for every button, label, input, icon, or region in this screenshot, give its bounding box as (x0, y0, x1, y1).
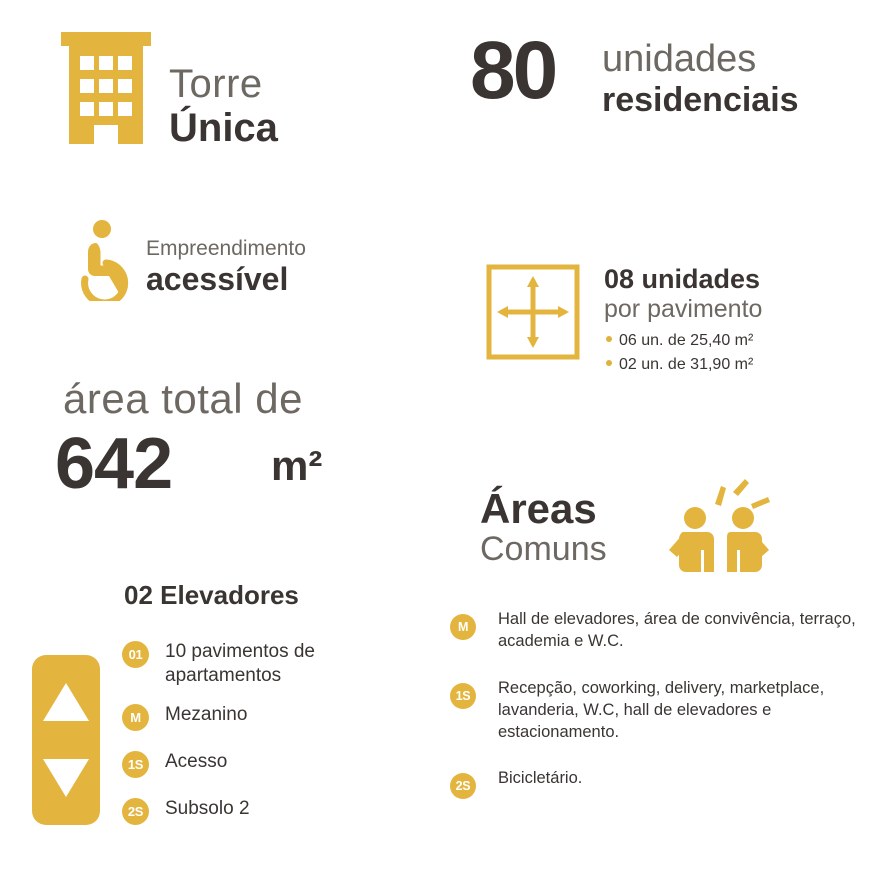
badge-01-icon (122, 641, 149, 668)
list-item-text: Subsolo 2 (165, 798, 250, 819)
torre-line2: Única (169, 106, 278, 150)
badge-label: M (450, 614, 476, 640)
list-item (450, 767, 870, 794)
acessivel-block (72, 215, 412, 325)
list-item-text: Mezanino (165, 704, 248, 725)
badge-1s-icon (122, 751, 149, 778)
badge-m-icon (122, 704, 149, 731)
list-item (122, 640, 432, 688)
acessivel-line2: acessível (146, 261, 289, 297)
torre-line1: Torre (169, 62, 263, 106)
areas-comuns-title: Áreas (480, 485, 597, 532)
area-total-label: área total de (63, 375, 304, 422)
area-arrows-icon (486, 264, 580, 365)
unidades-word: unidades (602, 38, 757, 80)
elevator-icon (32, 655, 100, 830)
badge-label: 2S (450, 773, 476, 799)
areas-comuns-heading (470, 480, 870, 570)
badge-label: 01 (122, 641, 149, 668)
unidades-por-pavimento-block (486, 258, 866, 388)
bullet-dot-icon (606, 336, 612, 342)
list-item (122, 750, 227, 774)
bullet-dot-icon (606, 360, 612, 366)
pavimento-item (606, 356, 753, 374)
badge-2s-icon (122, 798, 149, 825)
badge-label: 1S (122, 751, 149, 778)
badge-label: 2S (122, 798, 149, 825)
pavimento-title: 08 unidades (604, 264, 761, 294)
areas-comuns-subtitle: Comuns (480, 530, 607, 568)
pavimento-item (606, 332, 753, 350)
badge-m-icon (450, 614, 476, 640)
areas-comuns-list (450, 608, 870, 814)
list-item-text: Hall de elevadores, área de convivência, terraço, academia e W.C. (498, 610, 856, 651)
list-item (450, 677, 870, 744)
people-celebrating-icon (655, 474, 785, 579)
elevadores-title: 02 Elevadores (124, 580, 299, 610)
unidades-count: 80 (470, 25, 556, 116)
badge-label: 1S (450, 683, 476, 709)
list-item-text: 10 pavimentos de apartamentos (165, 641, 315, 686)
pavimento-item-label: 02 un. de 31,90 m² (619, 356, 754, 373)
list-item-text: Recepção, coworking, delivery, marketplace, lavanderia, W.C, hall de elevadores e estacionamento. (498, 678, 825, 742)
acessivel-line1: Empreendimento (146, 237, 306, 260)
list-item (450, 608, 870, 653)
pavimento-subtitle: por pavimento (604, 295, 763, 323)
list-item-text: Acesso (165, 751, 228, 772)
pavimento-item-label: 06 un. de 25,40 m² (619, 332, 754, 349)
torre-text (169, 64, 278, 148)
wheelchair-icon (72, 219, 136, 306)
torre-unica-block (55, 28, 385, 158)
badge-label: M (122, 704, 149, 731)
badge-2s-icon (450, 773, 476, 799)
elevadores-block (32, 580, 432, 860)
badge-1s-icon (450, 683, 476, 709)
residenciais-word: residenciais (602, 81, 799, 119)
unidades-residenciais-block (470, 25, 850, 150)
list-item-text: Bicicletário. (498, 769, 583, 788)
list-item (122, 797, 250, 821)
area-total-value: 642 (55, 424, 173, 504)
building-icon (61, 32, 151, 159)
area-total-block (55, 375, 455, 505)
list-item (122, 703, 247, 727)
area-total-unit: m² (271, 442, 323, 489)
